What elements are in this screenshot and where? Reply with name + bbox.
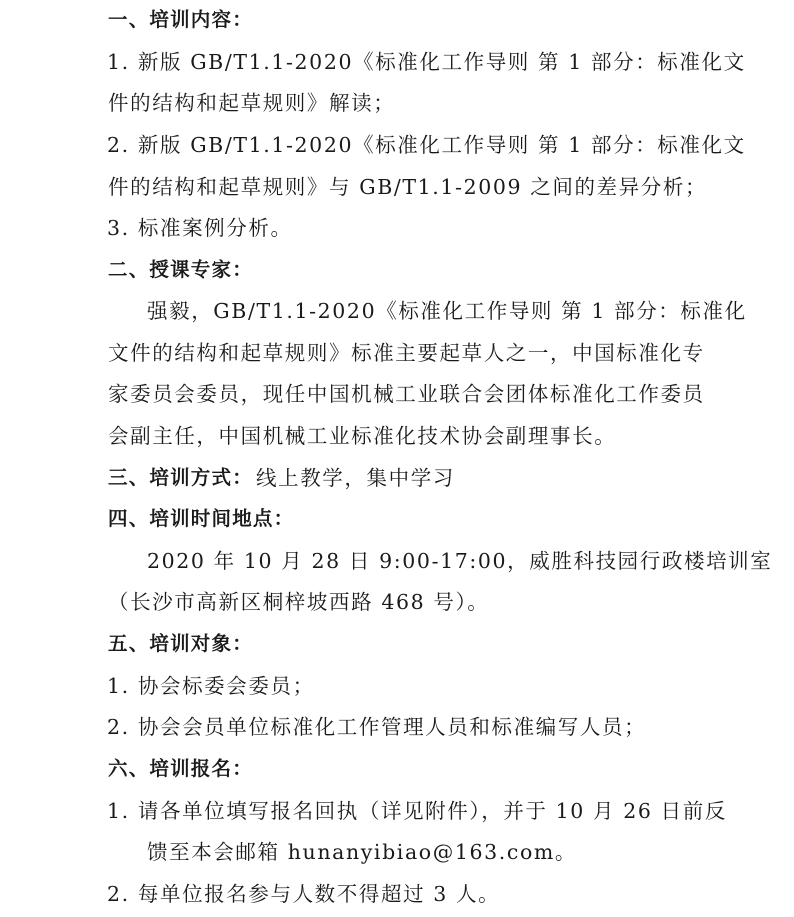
section-1-item-1-line-2: 件的结构和起草规则》解读； <box>108 91 396 115</box>
section-1-item-1-line-1: 1. 新版 GB/T1.1-2020《标准化工作导则 第 1 部分：标准化文 <box>107 50 746 74</box>
section-5-item-1: 1. 协会标委会委员； <box>107 674 315 698</box>
section-2-paragraph-line-3: 家委员会委员，现任中国机械工业联合会团体标准化工作委员 <box>108 382 705 406</box>
section-2-paragraph-line-4: 会副主任，中国机械工业标准化技术协会副理事长。 <box>108 424 617 448</box>
section-4-paragraph-line-1: 2020 年 10 月 28 日 9:00-17:00，威胜科技园行政楼培训室 <box>147 549 773 573</box>
section-1-item-3: 3. 标准案例分析。 <box>107 216 293 240</box>
section-5-item-2: 2. 协会会员单位标准化工作管理人员和标准编写人员； <box>107 715 647 739</box>
section-2-paragraph-line-2: 文件的结构和起草规则》标准主要起草人之一，中国标准化专 <box>108 341 705 365</box>
section-3-inline-text: 线上教学，集中学习 <box>256 466 455 490</box>
section-2-paragraph-line-1: 强毅，GB/T1.1-2020《标准化工作导则 第 1 部分：标准化 <box>147 299 747 323</box>
section-1-item-2-line-1: 2. 新版 GB/T1.1-2020《标准化工作导则 第 1 部分：标准化文 <box>107 133 746 157</box>
section-1-item-2-line-2: 件的结构和起草规则》与 GB/T1.1-2009 之间的差异分析； <box>108 175 708 199</box>
section-6-item-1-line-1: 1. 请各单位填写报名回执（详见附件），并于 10 月 26 日前反 <box>107 799 727 823</box>
section-2-heading: 二、授课专家： <box>108 258 253 281</box>
section-3-heading: 三、培训方式： <box>108 466 253 489</box>
section-6-item-1-line-2: 馈至本会邮箱 hunanyibiao@163.com。 <box>147 840 578 864</box>
section-5-heading: 五、培训对象： <box>108 632 253 655</box>
section-6-item-2: 2. 每单位报名参与人数不得超过 3 人。 <box>107 882 501 906</box>
section-1-heading: 一、培训内容： <box>108 8 253 31</box>
section-6-heading: 六、培训报名： <box>108 757 253 780</box>
section-4-paragraph-line-2: （长沙市高新区桐梓坡西路 468 号）。 <box>108 590 490 614</box>
section-4-heading: 四、培训时间地点： <box>108 507 295 530</box>
